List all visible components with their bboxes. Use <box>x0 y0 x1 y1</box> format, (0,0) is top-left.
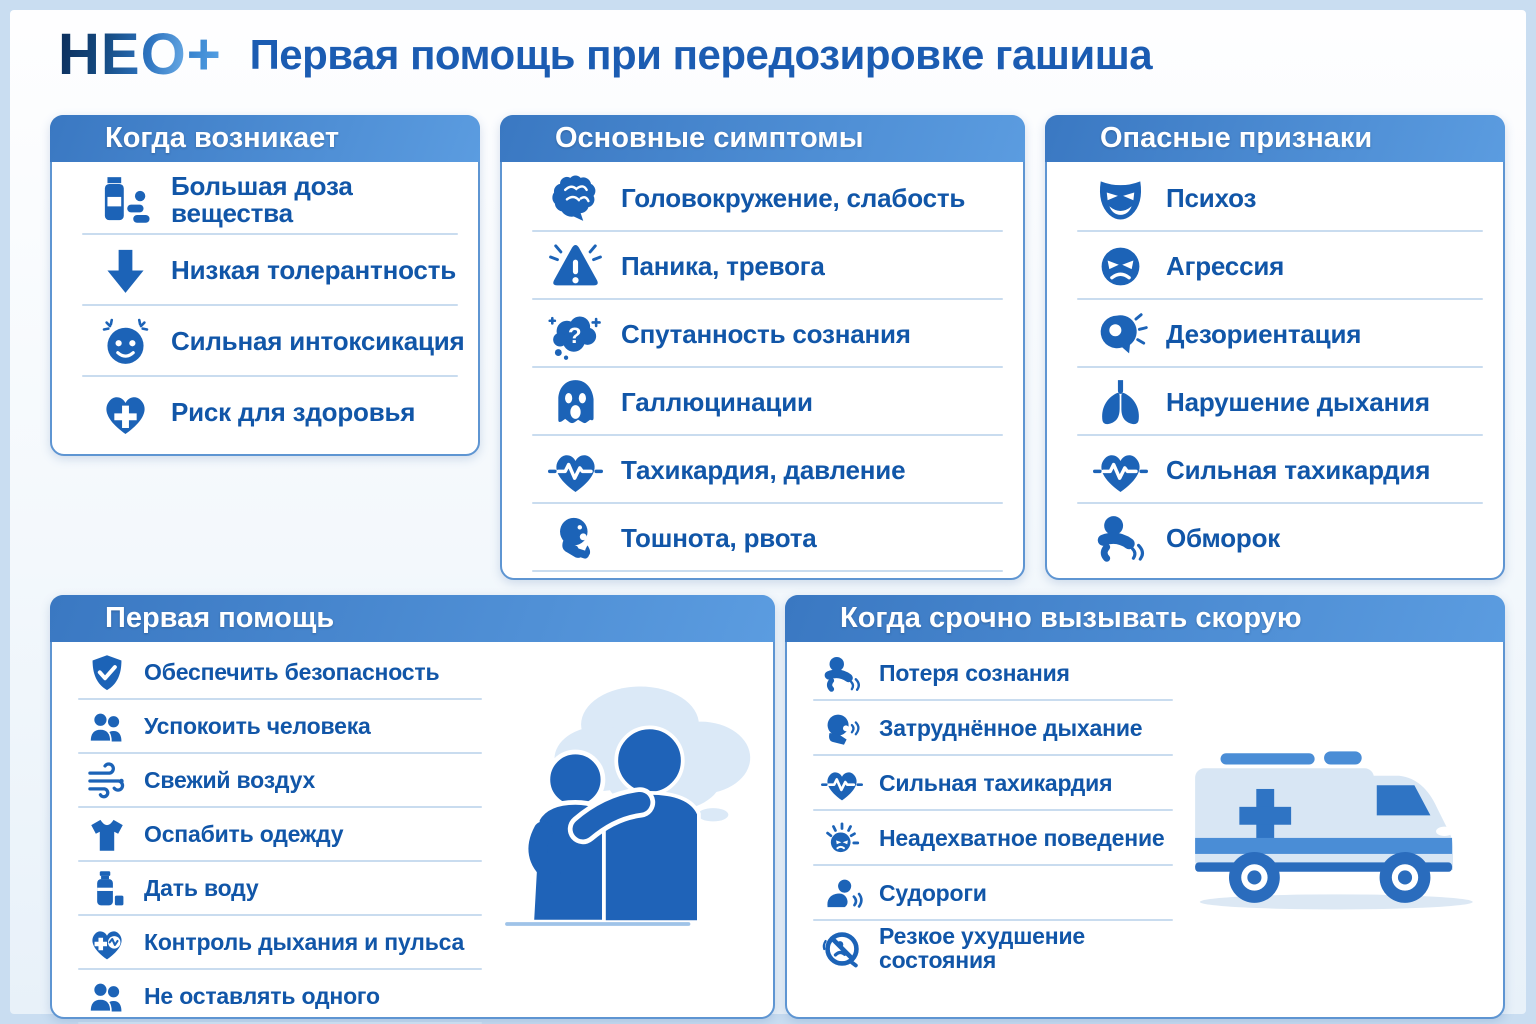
item-label: Галлюцинации <box>621 386 813 417</box>
no-symbol-icon <box>821 928 863 970</box>
item-label: Дать воду <box>144 875 259 902</box>
list-item <box>502 164 1011 232</box>
list-item <box>1047 504 1491 572</box>
list-item <box>1047 368 1491 436</box>
card-danger-signs <box>1045 115 1505 580</box>
heart-pulse-icon <box>821 763 863 805</box>
card-first-aid <box>50 595 775 1019</box>
dizzy-face-icon <box>98 314 153 369</box>
lungs-icon <box>1093 375 1148 430</box>
item-list <box>787 642 1179 1015</box>
people-icon <box>86 976 128 1018</box>
list-item <box>502 368 1011 436</box>
list-item <box>52 306 466 377</box>
card-body <box>52 162 478 452</box>
list-item <box>787 756 1179 811</box>
list-item <box>52 700 488 754</box>
list-item <box>1047 436 1491 504</box>
ghost-icon <box>548 375 603 430</box>
heart-pulse-icon <box>548 443 603 498</box>
heart-cross-pulse-icon <box>86 922 128 964</box>
mask-icon <box>1093 171 1148 226</box>
list-item <box>502 436 1011 504</box>
brand-logo-plus-icon: + <box>186 22 222 87</box>
item-list <box>502 162 1023 576</box>
disorientation-icon <box>1093 307 1148 362</box>
arrow-down-icon <box>98 243 153 298</box>
item-label: Нарушение дыхания <box>1166 386 1430 417</box>
item-label: Большая доза вещества <box>171 170 353 228</box>
item-label: Контроль дыхания и пульса <box>144 929 465 956</box>
brand-logo-text: НЕО <box>58 22 187 87</box>
list-item <box>52 235 466 306</box>
warning-triangle-icon <box>548 239 603 294</box>
card-body <box>502 162 1023 576</box>
item-label: Сильная тахикардия <box>1166 454 1431 485</box>
page-title: Первая помощь при передозировке гашиша <box>249 31 1153 78</box>
item-label: Затруднённое дыхание <box>879 714 1143 741</box>
item-label: Судороги <box>879 879 987 906</box>
faint-icon <box>821 653 863 695</box>
card-header: Основные симптомы <box>500 115 1025 162</box>
item-label: Риск для здоровья <box>171 397 416 428</box>
card-call-ambulance <box>785 595 1505 1019</box>
brain-icon <box>548 171 603 226</box>
item-label: Сильная интоксикация <box>171 326 465 357</box>
ambulance-illustration <box>1179 642 1503 1015</box>
item-label: Психоз <box>1166 182 1257 213</box>
alarm-face-icon <box>821 818 863 860</box>
list-item <box>502 232 1011 300</box>
item-label: Спутанность сознания <box>621 318 911 349</box>
item-label: Тошнота, рвота <box>621 522 817 553</box>
list-item <box>787 921 1179 976</box>
card-header: Опасные признаки <box>1045 115 1505 162</box>
item-label: Оспабить одежду <box>144 821 344 848</box>
heart-cross-icon <box>98 385 153 440</box>
card-header: Первая помощь <box>50 595 775 642</box>
list-item <box>1047 164 1491 232</box>
list-item <box>52 970 488 1024</box>
item-label: Сильная тахикардия <box>879 769 1113 796</box>
list-item <box>1047 300 1491 368</box>
list-item <box>787 866 1179 921</box>
list-item <box>52 808 488 862</box>
item-label: Потеря сознания <box>879 659 1070 686</box>
nausea-icon <box>548 511 603 566</box>
angry-face-icon <box>1093 239 1148 294</box>
confused-cloud-icon <box>548 307 603 362</box>
card-body <box>787 642 1503 1015</box>
breath-icon <box>821 708 863 750</box>
shield-check-icon <box>86 652 128 694</box>
item-label: Обеспечить безопасность <box>144 659 440 686</box>
card-when-occurs <box>50 115 480 456</box>
card-body <box>1047 162 1503 576</box>
list-item <box>502 300 1011 368</box>
list-item <box>787 701 1179 756</box>
item-list <box>1047 162 1503 576</box>
wind-icon <box>86 760 128 802</box>
medicine-dose-icon <box>98 172 153 227</box>
shirt-icon <box>86 814 128 856</box>
list-item <box>787 811 1179 866</box>
item-label: Свежий воздух <box>144 767 316 794</box>
poster <box>10 10 1526 1014</box>
item-label: Паника, тревога <box>621 250 825 281</box>
hugging-people-illustration <box>488 642 773 1015</box>
list-item <box>52 377 466 448</box>
item-label: Резкое ухудшение состояния <box>879 923 1085 973</box>
list-item <box>787 646 1179 701</box>
item-label: Не оставлять одного <box>144 983 380 1010</box>
item-label: Головокружение, слабость <box>621 182 966 213</box>
card-main-symptoms <box>500 115 1025 580</box>
list-item <box>52 646 488 700</box>
item-list <box>52 162 478 452</box>
item-label: Успокоить человека <box>144 713 371 740</box>
water-bottle-icon <box>86 868 128 910</box>
item-label: Тахикардия, давление <box>621 454 906 485</box>
faint-icon <box>1093 511 1148 566</box>
card-header: Когда возникает <box>50 115 480 162</box>
list-item <box>52 164 466 235</box>
item-label: Агрессия <box>1166 250 1285 281</box>
people-icon <box>86 706 128 748</box>
item-label: Неадехватное поведение <box>879 824 1165 851</box>
brand-logo <box>58 22 222 87</box>
item-list <box>52 642 488 1015</box>
list-item <box>502 504 1011 572</box>
item-label: Низкая толерантность <box>171 255 457 286</box>
card-header: Когда срочно вызывать скорую <box>785 595 1505 642</box>
item-label: Дезориентация <box>1166 318 1362 349</box>
convulsions-icon <box>821 873 863 915</box>
page-header <box>58 22 1153 87</box>
card-body <box>52 642 773 1015</box>
heart-pulse-icon <box>1093 443 1148 498</box>
list-item <box>1047 232 1491 300</box>
item-label: Обморок <box>1166 522 1281 553</box>
list-item <box>52 916 488 970</box>
list-item <box>52 754 488 808</box>
list-item <box>52 862 488 916</box>
